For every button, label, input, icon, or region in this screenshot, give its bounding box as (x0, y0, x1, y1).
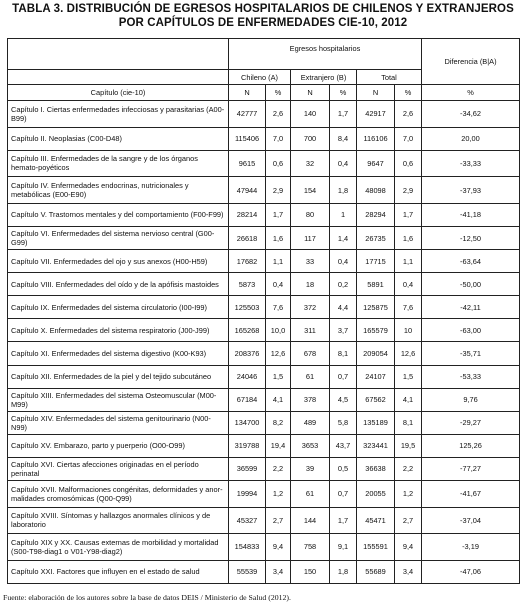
table-row (8, 150, 520, 177)
chileno-n-cell: 9615 (229, 150, 266, 177)
chapter-label-cell: Capítulo IX. Enfermedades del sistema circulatorio (I00-I99) (8, 296, 229, 319)
table-row (8, 203, 520, 226)
table-row (8, 388, 520, 411)
extranjero-pct-cell: 1,4 (330, 226, 357, 249)
table-row (8, 296, 520, 319)
extranjero-pct-cell: 1 (330, 203, 357, 226)
chileno-pct-cell: 2,7 (266, 507, 291, 534)
table-row (8, 101, 520, 128)
chileno-n-cell: 36599 (229, 457, 266, 480)
total-pct-cell: 1,5 (395, 365, 422, 388)
total-pct-cell: 0,6 (395, 150, 422, 177)
total-n-cell: 135189 (357, 411, 395, 434)
total-pct-cell: 0,4 (395, 273, 422, 296)
header-blank-2 (8, 70, 229, 85)
extranjero-pct-cell: 8,4 (330, 127, 357, 150)
header-chileno: Chileno (A) (229, 70, 291, 85)
chapter-label-cell: Capítulo XV. Embarazo, parto y puerperio (O00-O99) (8, 434, 229, 457)
total-n-cell: 28294 (357, 203, 395, 226)
table-row (8, 177, 520, 204)
chileno-n-cell: 45327 (229, 507, 266, 534)
total-pct-cell: 8,1 (395, 411, 422, 434)
total-pct-cell: 9,4 (395, 534, 422, 561)
extranjero-pct-cell: 8,1 (330, 342, 357, 365)
table-row (8, 457, 520, 480)
header-total-pct: % (395, 85, 422, 101)
chileno-n-cell: 42777 (229, 101, 266, 128)
total-n-cell: 9647 (357, 150, 395, 177)
chileno-pct-cell: 2,6 (266, 101, 291, 128)
extranjero-n-cell: 489 (291, 411, 330, 434)
total-pct-cell: 19,5 (395, 434, 422, 457)
header-egresos-hospitalarios: Egresos hospitalarios (229, 39, 422, 70)
extranjero-pct-cell: 43,7 (330, 434, 357, 457)
extranjero-pct-cell: 0,7 (330, 365, 357, 388)
total-n-cell: 5891 (357, 273, 395, 296)
total-n-cell: 24107 (357, 365, 395, 388)
header-chileno-pct: % (266, 85, 291, 101)
total-n-cell: 67562 (357, 388, 395, 411)
chapter-label-cell: Capítulo XIII. Enfermedades del sistema Osteomuscular (M00-M99) (8, 388, 229, 411)
extranjero-n-cell: 18 (291, 273, 330, 296)
diferencia-pct-cell: -37,93 (422, 177, 520, 204)
chileno-pct-cell: 2,9 (266, 177, 291, 204)
extranjero-n-cell: 61 (291, 481, 330, 508)
header-extranjero: Extranjero (B) (291, 70, 357, 85)
chapter-label-cell: Capítulo XXI. Factores que influyen en el estado de salud (8, 560, 229, 583)
total-pct-cell: 2,2 (395, 457, 422, 480)
total-pct-cell: 1,7 (395, 203, 422, 226)
chapter-label-cell: Capítulo VIII. Enfermedades del oído y de la apófisis mastoides (8, 273, 229, 296)
chileno-pct-cell: 12,6 (266, 342, 291, 365)
table-row (8, 127, 520, 150)
extranjero-n-cell: 3653 (291, 434, 330, 457)
total-n-cell: 155591 (357, 534, 395, 561)
chileno-n-cell: 26618 (229, 226, 266, 249)
chapter-label-cell: Capítulo XIV. Enfermedades del sistema genitourinario (N00-N99) (8, 411, 229, 434)
total-pct-cell: 1,2 (395, 481, 422, 508)
table-row (8, 273, 520, 296)
extranjero-pct-cell: 0,5 (330, 457, 357, 480)
total-n-cell: 17715 (357, 250, 395, 273)
diferencia-pct-cell: -77,27 (422, 457, 520, 480)
chileno-pct-cell: 1,7 (266, 203, 291, 226)
chileno-n-cell: 19994 (229, 481, 266, 508)
total-pct-cell: 1,6 (395, 226, 422, 249)
total-n-cell: 45471 (357, 507, 395, 534)
extranjero-pct-cell: 1,7 (330, 101, 357, 128)
table-row (8, 226, 520, 249)
chileno-pct-cell: 8,2 (266, 411, 291, 434)
chileno-pct-cell: 1,6 (266, 226, 291, 249)
chapter-label-cell: Capítulo III. Enfermedades de la sangre y de los órganos hemato-poyéticos (8, 150, 229, 177)
total-n-cell: 42917 (357, 101, 395, 128)
chileno-n-cell: 115406 (229, 127, 266, 150)
extranjero-pct-cell: 3,7 (330, 319, 357, 342)
diferencia-pct-cell: -34,62 (422, 101, 520, 128)
chileno-pct-cell: 0,6 (266, 150, 291, 177)
chapter-label-cell: Capítulo VII. Enfermedades del ojo y sus anexos (H00-H59) (8, 250, 229, 273)
diferencia-pct-cell: -35,71 (422, 342, 520, 365)
total-n-cell: 55689 (357, 560, 395, 583)
total-n-cell: 48098 (357, 177, 395, 204)
chileno-n-cell: 5873 (229, 273, 266, 296)
extranjero-n-cell: 33 (291, 250, 330, 273)
extranjero-pct-cell: 5,8 (330, 411, 357, 434)
chileno-n-cell: 55539 (229, 560, 266, 583)
chileno-n-cell: 28214 (229, 203, 266, 226)
chileno-pct-cell: 1,1 (266, 250, 291, 273)
table-row (8, 534, 520, 561)
extranjero-pct-cell: 0,7 (330, 481, 357, 508)
table-row (8, 250, 520, 273)
chileno-pct-cell: 1,5 (266, 365, 291, 388)
total-pct-cell: 12,6 (395, 342, 422, 365)
chapter-label-cell: Capítulo VI. Enfermedades del sistema nervioso central (G00-G99) (8, 226, 229, 249)
chileno-pct-cell: 2,2 (266, 457, 291, 480)
header-extranjero-n: N (291, 85, 330, 101)
extranjero-n-cell: 144 (291, 507, 330, 534)
diferencia-pct-cell: -41,18 (422, 203, 520, 226)
table-title-line2: POR CAPÍTULOS DE ENFERMEDADES CIE-10, 2012 (118, 17, 408, 29)
extranjero-pct-cell: 0,4 (330, 150, 357, 177)
chapter-label-cell: Capítulo XIX y XX. Causas externas de morbilidad y mortalidad (S00-T98-diag1 o V01-Y98-diag2) (8, 534, 229, 561)
chapter-label-cell: Capítulo X. Enfermedades del sistema respiratorio (J00-J99) (8, 319, 229, 342)
chapter-label-cell: Capítulo XVI. Ciertas afecciones originadas en el período perinatal (8, 457, 229, 480)
header-diferencia: Diferencia (B|A) (422, 39, 520, 85)
total-pct-cell: 3,4 (395, 560, 422, 583)
total-pct-cell: 1,1 (395, 250, 422, 273)
chapter-label-cell: Capítulo V. Trastornos mentales y del comportamiento (F00-F99) (8, 203, 229, 226)
diferencia-pct-cell: -33,33 (422, 150, 520, 177)
extranjero-pct-cell: 9,1 (330, 534, 357, 561)
extranjero-pct-cell: 0,4 (330, 250, 357, 273)
chileno-n-cell: 165268 (229, 319, 266, 342)
total-n-cell: 116106 (357, 127, 395, 150)
table-row (8, 319, 520, 342)
table-row (8, 507, 520, 534)
extranjero-n-cell: 150 (291, 560, 330, 583)
extranjero-pct-cell: 1,8 (330, 177, 357, 204)
table-row (8, 365, 520, 388)
extranjero-pct-cell: 4,4 (330, 296, 357, 319)
chileno-pct-cell: 19,4 (266, 434, 291, 457)
diferencia-pct-cell: -53,33 (422, 365, 520, 388)
extranjero-pct-cell: 1,8 (330, 560, 357, 583)
header-capitulo: Capítulo (cie-10) (8, 85, 229, 101)
header-total-n: N (357, 85, 395, 101)
extranjero-n-cell: 61 (291, 365, 330, 388)
chapter-label-cell: Capítulo I. Ciertas enfermedades infecciosas y parasitarias (A00-B99) (8, 101, 229, 128)
total-n-cell: 165579 (357, 319, 395, 342)
extranjero-n-cell: 311 (291, 319, 330, 342)
chapter-label-cell: Capítulo II. Neoplasias (C00-D48) (8, 127, 229, 150)
chileno-n-cell: 134700 (229, 411, 266, 434)
diferencia-pct-cell: -29,27 (422, 411, 520, 434)
total-n-cell: 36638 (357, 457, 395, 480)
extranjero-n-cell: 700 (291, 127, 330, 150)
total-n-cell: 26735 (357, 226, 395, 249)
chapter-label-cell: Capítulo XVIII. Síntomas y hallazgos anormales clínicos y de laboratorio (8, 507, 229, 534)
extranjero-pct-cell: 4,5 (330, 388, 357, 411)
chileno-pct-cell: 7,0 (266, 127, 291, 150)
chileno-n-cell: 125503 (229, 296, 266, 319)
extranjero-n-cell: 758 (291, 534, 330, 561)
total-pct-cell: 7,6 (395, 296, 422, 319)
header-total: Total (357, 70, 422, 85)
extranjero-n-cell: 378 (291, 388, 330, 411)
total-pct-cell: 10 (395, 319, 422, 342)
diferencia-pct-cell: -12,50 (422, 226, 520, 249)
total-pct-cell: 4,1 (395, 388, 422, 411)
extranjero-n-cell: 678 (291, 342, 330, 365)
chileno-n-cell: 17682 (229, 250, 266, 273)
chileno-n-cell: 319788 (229, 434, 266, 457)
diferencia-pct-cell: -3,19 (422, 534, 520, 561)
diferencia-pct-cell: -47,06 (422, 560, 520, 583)
chapter-label-cell: Capítulo XI. Enfermedades del sistema digestivo (K00-K93) (8, 342, 229, 365)
diferencia-pct-cell: -42,11 (422, 296, 520, 319)
extranjero-n-cell: 80 (291, 203, 330, 226)
table-row (8, 481, 520, 508)
chileno-n-cell: 24046 (229, 365, 266, 388)
table-title-line1: TABLA 3. DISTRIBUCIÓN DE EGRESOS HOSPITALARIOS DE CHILENOS Y EXTRANJEROS (12, 3, 514, 15)
total-n-cell: 323441 (357, 434, 395, 457)
diferencia-pct-cell: -37,04 (422, 507, 520, 534)
header-extranjero-pct: % (330, 85, 357, 101)
chapter-label-cell: Capítulo XII. Enfermedades de la piel y del tejido subcutáneo (8, 365, 229, 388)
extranjero-n-cell: 140 (291, 101, 330, 128)
diferencia-pct-cell: 20,00 (422, 127, 520, 150)
table-row (8, 560, 520, 583)
extranjero-n-cell: 117 (291, 226, 330, 249)
chileno-pct-cell: 7,6 (266, 296, 291, 319)
diferencia-pct-cell: 9,76 (422, 388, 520, 411)
total-n-cell: 20055 (357, 481, 395, 508)
diferencia-pct-cell: 125,26 (422, 434, 520, 457)
extranjero-n-cell: 39 (291, 457, 330, 480)
chileno-pct-cell: 3,4 (266, 560, 291, 583)
total-pct-cell: 7,0 (395, 127, 422, 150)
header-chileno-n: N (229, 85, 266, 101)
total-pct-cell: 2,6 (395, 101, 422, 128)
chileno-pct-cell: 1,2 (266, 481, 291, 508)
header-blank (8, 39, 229, 70)
total-n-cell: 209054 (357, 342, 395, 365)
chapter-label-cell: Capítulo IV. Enfermedades endocrinas, nutricionales y metabólicas (E00-E90) (8, 177, 229, 204)
diferencia-pct-cell: -63,64 (422, 250, 520, 273)
table-source-note: Fuente: elaboración de los autores sobre la base de datos DEIS / Ministerio de Salud (2012). (3, 593, 291, 602)
chileno-pct-cell: 9,4 (266, 534, 291, 561)
total-pct-cell: 2,9 (395, 177, 422, 204)
extranjero-pct-cell: 0,2 (330, 273, 357, 296)
total-pct-cell: 2,7 (395, 507, 422, 534)
chileno-n-cell: 154833 (229, 534, 266, 561)
egresos-table (7, 38, 520, 584)
header-diferencia-pct: % (422, 85, 520, 101)
table-row (8, 411, 520, 434)
chileno-n-cell: 47944 (229, 177, 266, 204)
chileno-pct-cell: 0,4 (266, 273, 291, 296)
table-row (8, 434, 520, 457)
extranjero-n-cell: 32 (291, 150, 330, 177)
table-row (8, 342, 520, 365)
diferencia-pct-cell: -41,67 (422, 481, 520, 508)
chileno-pct-cell: 10,0 (266, 319, 291, 342)
chapter-label-cell: Capítulo XVII. Malformaciones congénitas, deformidades y anor-malidades cromosómicas (Q00-Q99) (8, 481, 229, 508)
diferencia-pct-cell: -63,00 (422, 319, 520, 342)
chileno-n-cell: 67184 (229, 388, 266, 411)
chileno-n-cell: 208376 (229, 342, 266, 365)
extranjero-n-cell: 154 (291, 177, 330, 204)
extranjero-n-cell: 372 (291, 296, 330, 319)
extranjero-pct-cell: 1,7 (330, 507, 357, 534)
chileno-pct-cell: 4,1 (266, 388, 291, 411)
diferencia-pct-cell: -50,00 (422, 273, 520, 296)
total-n-cell: 125875 (357, 296, 395, 319)
